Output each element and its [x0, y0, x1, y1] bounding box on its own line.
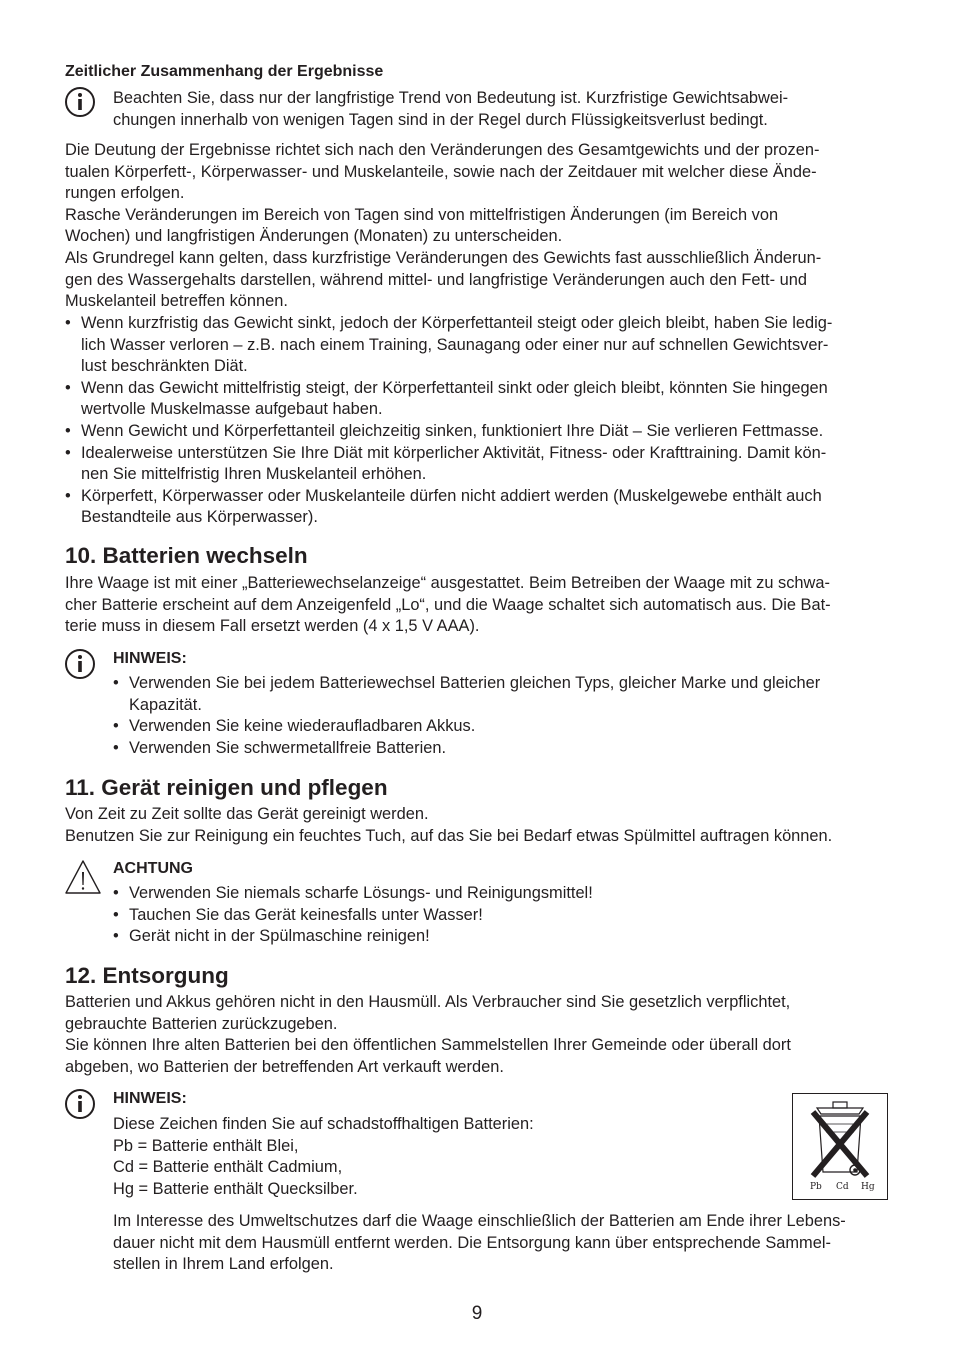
- list-item: • Gerät nicht in der Spülmaschine reinigen!: [113, 926, 593, 948]
- batteries-body: Ihre Waage ist mit einer „Batteriewechselanzeige“ ausgestattet. Beim Betreiben der Waage mit zu schwa- cher Batterie erscheint auf dem Anzeigenfeld „Lo“, und die Waage schaltet sich automatisch aus. Die Bat- terie muss in diesem Fall ersetzt werden (4 x 1,5 V AAA).: [65, 574, 831, 636]
- warning-icon: [63, 858, 103, 896]
- info-icon: [64, 1088, 96, 1120]
- symbol-label-cd: Cd: [836, 1182, 849, 1192]
- info-icon: [64, 648, 96, 680]
- page-number: 9: [471, 1303, 483, 1324]
- list-item: • Wenn das Gewicht mittelfristig steigt, der Körperfettanteil sinkt oder gleich bleibt, könnten Sie hingegen wertvolle Muskelmasse aufgebaut haben.: [65, 378, 832, 421]
- list-item: • Verwenden Sie niemals scharfe Lösungs- und Reinigungsmittel!: [113, 883, 593, 905]
- section-heading-cleaning: 11. Gerät reinigen und pflegen: [65, 775, 388, 800]
- list-item: • Verwenden Sie bei jedem Batteriewechsel Batterien gleichen Typs, gleicher Marke und gleicher Kapazität.: [113, 673, 820, 716]
- list-item: • Idealerweise unterstützen Sie Ihre Diät mit körperlicher Aktivität, Fitness- oder Krafttraining. Damit kön- nen Sie mittelfristig Ihren Muskelanteil erhöhen.: [65, 443, 832, 486]
- battery-disposal-symbol: [792, 1093, 888, 1200]
- time-bullet-list: [65, 313, 832, 529]
- disposal-body: Batterien und Akkus gehören nicht in den Hausmüll. Als Verbraucher sind Sie gesetzlich verpflichtet, gebrauchte Batterien zurückzugeben. Sie können Ihre alten Batterien bei den öffentlichen Sammelstellen Ihrer Gemeinde oder überall dort abgeben, wo Batterien der betreffenden Art verkauft werden.: [65, 993, 791, 1076]
- cleaning-body: Von Zeit zu Zeit sollte das Gerät gereinigt werden. Benutzen Sie zur Reinigung ein feuchtes Tuch, auf das Sie bei Bedarf etwas Spülmittel auftragen können.: [65, 805, 833, 845]
- warning-label: ACHTUNG: [113, 860, 193, 877]
- symbol-label-pb: Pb: [810, 1182, 822, 1192]
- list-item: • Verwenden Sie schwermetallfreie Batterien.: [113, 738, 820, 760]
- time-note: Beachten Sie, dass nur der langfristige Trend von Bedeutung ist. Kurzfristige Gewichtsabwei- chungen innerhalb von wenigen Tagen sind in der Regel durch Flüssigkeitsverlust bedingt.: [113, 89, 789, 129]
- note-label: HINWEIS:: [113, 650, 187, 667]
- time-body: Die Deutung der Ergebnisse richtet sich nach den Veränderungen des Gesamtgewichts und der prozen- tualen Körperfett-, Körperwasser- und Muskelanteile, sowie nach der Zeitdauer mit welcher diese Ände- rungen erfolgen. Rasche Veränderungen im Bereich von Tagen sind von mittelfristigen Änderungen (im Bereich von Wochen) und langfristigen Änderungen (Monaten) zu unterscheiden. Als Grundregel kann gelten, dass kurzfristige Veränderungen des Gewichts fast ausschließlich Änderun- gen des Wassergehalts darstellen, während mittel- und langfristige Veränderungen auch den Fett- und Muskelanteil betreffen können.: [65, 141, 822, 311]
- section-heading-disposal: 12. Entsorgung: [65, 963, 229, 988]
- section-heading-batteries: 10. Batterien wechseln: [65, 543, 308, 568]
- cleaning-warning-list: [113, 883, 593, 948]
- note-label: HINWEIS:: [113, 1090, 187, 1107]
- disposal-note: Diese Zeichen finden Sie auf schadstoffhaltigen Batterien: Pb = Batterie enthält Blei, Cd = Batterie enthält Cadmium, Hg = Batterie enthält Quecksilber.: [113, 1115, 534, 1198]
- list-item: • Wenn Gewicht und Körperfettanteil gleichzeitig sinken, funktioniert Ihre Diät – Sie verlieren Fettmasse.: [65, 421, 832, 443]
- section-heading-time: Zeitlicher Zusammenhang der Ergebnisse: [65, 63, 384, 80]
- info-icon: [64, 86, 96, 118]
- symbol-label-hg: Hg: [861, 1182, 875, 1192]
- list-item: • Körperfett, Körperwasser oder Muskelanteile dürfen nicht addiert werden (Muskelgewebe enthält auch Bestandteile aus Körperwasser).: [65, 486, 832, 529]
- batteries-note-list: [113, 673, 820, 759]
- list-item: • Verwenden Sie keine wiederaufladbaren Akkus.: [113, 716, 820, 738]
- list-item: • Tauchen Sie das Gerät keinesfalls unter Wasser!: [113, 905, 593, 927]
- disposal-closing: Im Interesse des Umweltschutzes darf die Waage einschließlich der Batterien am Ende ihrer Lebens- dauer nicht mit dem Hausmüll entfernt werden. Die Entsorgung kann über entsprechende Sammel- stellen in Ihrem Land erfolgen.: [113, 1212, 846, 1274]
- list-item: • Wenn kurzfristig das Gewicht sinkt, jedoch der Körperfettanteil steigt oder gleich bleibt, haben Sie ledig- lich Wasser verloren – z.B. nach einem Training, Saunagang oder einer nur auf schnellen Gewichtsver- lust beschränkten Diät.: [65, 313, 832, 378]
